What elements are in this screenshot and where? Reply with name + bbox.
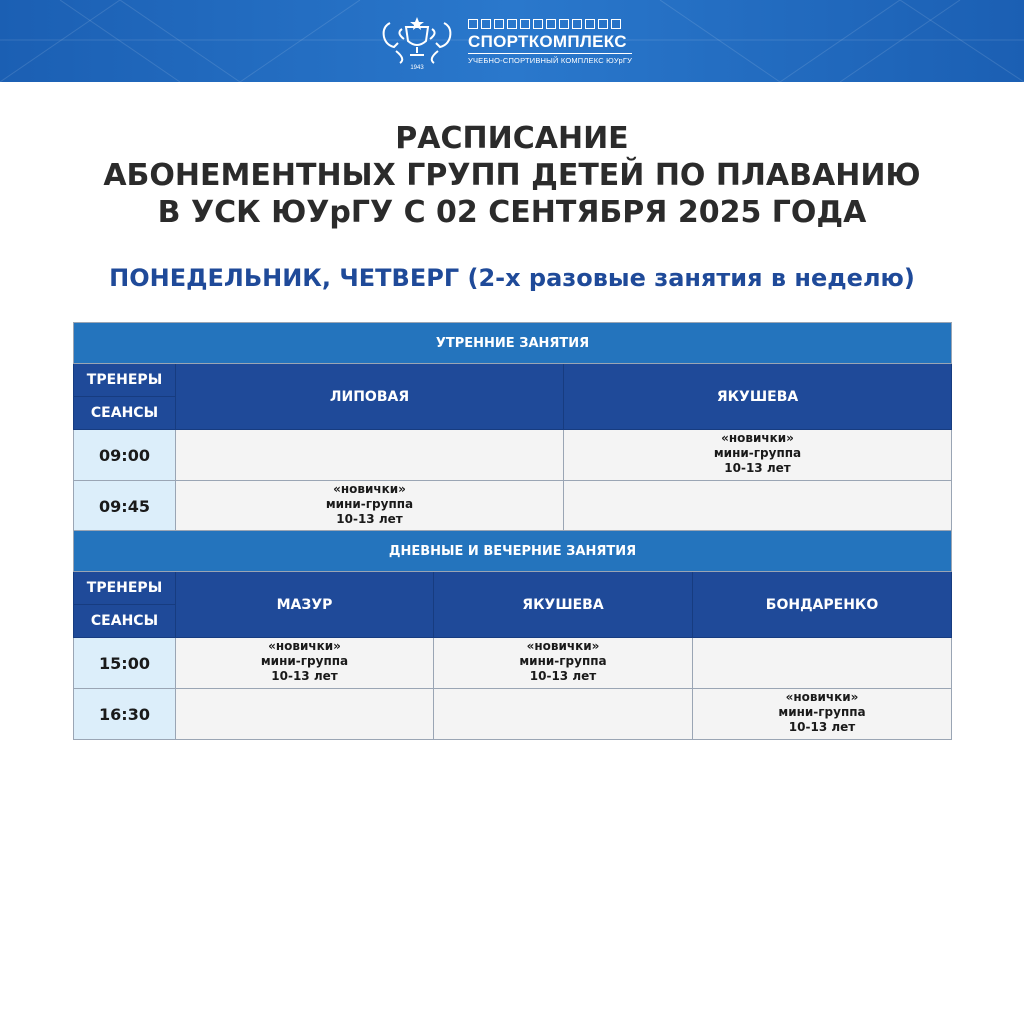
group-info-line: 10-13 лет (724, 461, 791, 475)
morning-section-heading: УТРЕННИЕ ЗАНЯТИЯ (74, 323, 952, 364)
schedule-cell (564, 481, 952, 532)
session-time: 15:00 (74, 638, 176, 689)
session-time: 09:45 (74, 481, 176, 532)
schedule-cell (693, 638, 952, 689)
sport-icons-row (468, 19, 632, 29)
schedule-days-subtitle: ПОНЕДЕЛЬНИК, ЧЕТВЕРГ (2-х разовые занятия в неделю) (109, 264, 915, 292)
group-info-line: мини-группа (713, 446, 802, 460)
table-row (74, 638, 952, 689)
group-info-line: «новички» (268, 639, 341, 653)
title-line-3: В УСК ЮУрГУ С 02 СЕНТЯБРЯ 2025 ГОДА (157, 195, 867, 230)
brand-subtitle: УЧЕБНО-СПОРТИВНЫЙ КОМПЛЕКС ЮУрГУ (468, 56, 633, 65)
schedule-cell (693, 689, 952, 740)
group-info-line: мини-группа (519, 654, 607, 668)
table-row (74, 689, 952, 740)
coaches-label: ТРЕНЕРЫ (74, 572, 176, 605)
group-info-line: мини-группа (260, 654, 349, 668)
coaches-label: ТРЕНЕРЫ (74, 364, 176, 397)
group-info-line: 10-13 лет (336, 512, 403, 526)
schedule-cell (176, 481, 564, 532)
group-info-line: «новички» (721, 431, 794, 445)
group-info-line: 10-13 лет (529, 669, 597, 683)
group-info-line: 10-13 лет (788, 720, 856, 734)
schedule-cell (176, 638, 434, 689)
schedule-cell (434, 638, 693, 689)
coach-header: МАЗУР (176, 572, 434, 638)
emblem-year: 1943 (410, 65, 424, 71)
group-info-line: «новички» (785, 690, 859, 704)
sessions-label: СЕАНСЫ (74, 397, 176, 430)
morning-schedule-table (73, 322, 952, 532)
coach-header: ЯКУШЕВА (434, 572, 693, 638)
table-row (74, 481, 952, 532)
schedule-cell (176, 689, 434, 740)
evening-schedule-table (73, 530, 952, 740)
coach-header: ЯКУШЕВА (564, 364, 952, 430)
schedule-cell (176, 430, 564, 481)
group-info-line: мини-группа (325, 497, 414, 511)
schedule-cell (434, 689, 693, 740)
session-time: 16:30 (74, 689, 176, 740)
group-info-line: мини-группа (778, 705, 866, 719)
university-emblem-icon (376, 13, 458, 71)
evening-section-heading: ДНЕВНЫЕ И ВЕЧЕРНИЕ ЗАНЯТИЯ (74, 531, 952, 572)
brand-name: СПОРТКОМПЛЕКС (468, 32, 632, 54)
coach-header: ЛИПОВАЯ (176, 364, 564, 430)
page-title (0, 120, 1024, 231)
header-banner (0, 0, 1024, 82)
table-row (74, 430, 952, 481)
schedule-cell (564, 430, 952, 481)
sportcomplex-logo[interactable] (376, 12, 632, 72)
sessions-label: СЕАНСЫ (74, 605, 176, 638)
group-info-line: «новички» (333, 482, 406, 496)
group-info-line: 10-13 лет (271, 669, 338, 683)
group-info-line: «новички» (526, 639, 600, 653)
title-line-2: АБОНЕМЕНТНЫХ ГРУПП ДЕТЕЙ ПО ПЛАВАНИЮ (103, 158, 921, 193)
title-line-1: РАСПИСАНИЕ (395, 121, 629, 156)
coach-header: БОНДАРЕНКО (693, 572, 952, 638)
session-time: 09:00 (74, 430, 176, 481)
